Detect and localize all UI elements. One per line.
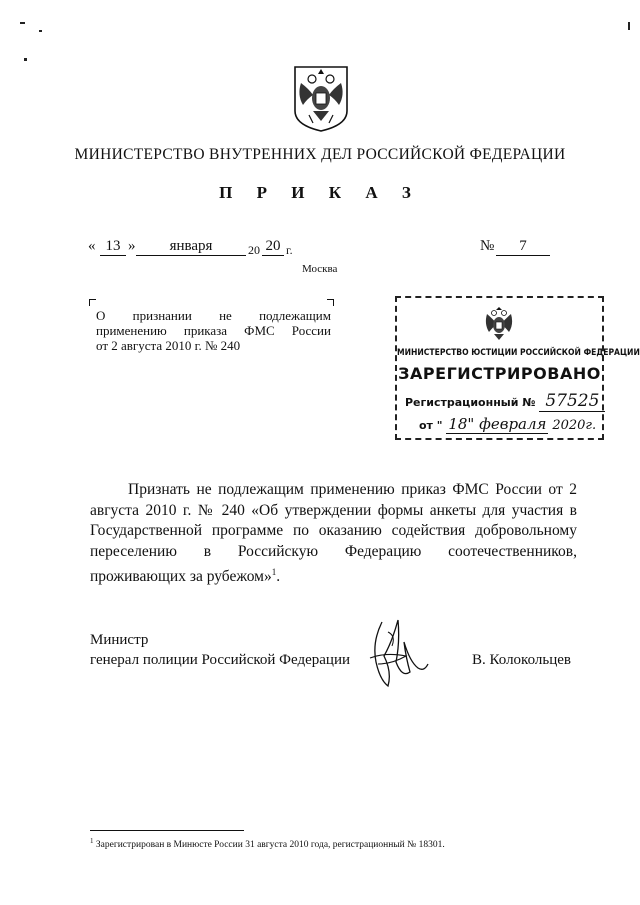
date-month: января: [136, 238, 246, 256]
subject-line-2: [96, 323, 331, 338]
order-number-sign: №: [480, 238, 495, 254]
stamp-reg-line: [405, 391, 605, 411]
subject-word: подлежащим: [259, 308, 331, 323]
stamp-reg-number: 57525: [539, 391, 605, 412]
document-type: П Р И К А З: [219, 183, 421, 202]
stamp-date-prefix: от ": [419, 419, 443, 432]
ministry-name: МИНИСТЕРСТВО ВНУТРЕННИХ ДЕЛ РОССИЙСКОЙ ФЕДЕРАЦИИ: [74, 146, 566, 163]
footnote-text: Зарегистрирован в Минюсте России 31 августа 2010 года, регистрационный № 18301.: [93, 840, 445, 851]
subject-bracket-right: [327, 299, 334, 306]
stamp-reg-label: Регистрационный №: [405, 396, 536, 409]
subject-word: ФМС: [244, 323, 275, 338]
date-year-prefix: 20: [248, 243, 260, 257]
date-day: 13: [100, 238, 126, 256]
date-year-suffix: 20: [262, 238, 284, 256]
stamp-date-year: 2020г.: [552, 418, 597, 433]
subject-word: О: [96, 308, 106, 323]
footnote-reference: 1: [271, 567, 277, 577]
scan-speck: [20, 22, 25, 24]
scan-speck: [39, 30, 42, 32]
state-emblem-icon: [291, 63, 351, 133]
stamp-date-handwritten: 18" февраля: [448, 415, 547, 433]
footnote: [90, 837, 445, 850]
order-body: [90, 480, 577, 588]
city: Москва: [302, 263, 338, 275]
subject-word: признании: [132, 308, 192, 323]
subject-word: применению: [96, 323, 167, 338]
date-close-quote: »: [128, 238, 136, 254]
stamp-date-line: [419, 415, 596, 433]
handwritten-signature-icon: [362, 612, 434, 690]
scan-speck: [24, 58, 27, 61]
order-body-end: .: [276, 568, 281, 586]
subject-line-1: [96, 308, 331, 323]
signer-name: В. Колокольцев: [472, 652, 571, 668]
subject-word: не: [219, 308, 232, 323]
signer-position: Министр: [90, 632, 149, 648]
stamp-status: ЗАРЕГИСТРИРОВАНО: [398, 364, 601, 383]
subject-word: приказа: [183, 323, 228, 338]
order-body-text: Признать не подлежащим применению приказ ФМС России от 2 августа 2010 г. № 240 «Об утверждении формы анкеты для участия в Государственной программе по оказанию содействия добровольному переселению в Российскую Федерацию соотечественников, проживающих за рубежом»: [90, 481, 577, 586]
subject-line-3: от 2 августа 2010 г. № 240: [96, 338, 241, 353]
subject-word: России: [291, 323, 331, 338]
signer-rank: генерал полиции Российской Федерации: [90, 652, 351, 668]
footnote-marker: 1: [90, 837, 94, 845]
date-year-abbr: г.: [286, 243, 293, 257]
footnote-divider: [90, 830, 244, 831]
order-number: 7: [496, 238, 550, 256]
scan-speck: [628, 22, 630, 30]
stamp-emblem-icon: [482, 306, 516, 342]
subject-heading: [96, 308, 331, 353]
stamp-ministry: МИНИСТЕРСТВО ЮСТИЦИИ РОССИЙСКОЙ ФЕДЕРАЦИИ: [397, 348, 640, 358]
registration-stamp: [395, 296, 640, 440]
subject-bracket-left: [89, 299, 96, 306]
date-open-quote: «: [88, 238, 96, 254]
